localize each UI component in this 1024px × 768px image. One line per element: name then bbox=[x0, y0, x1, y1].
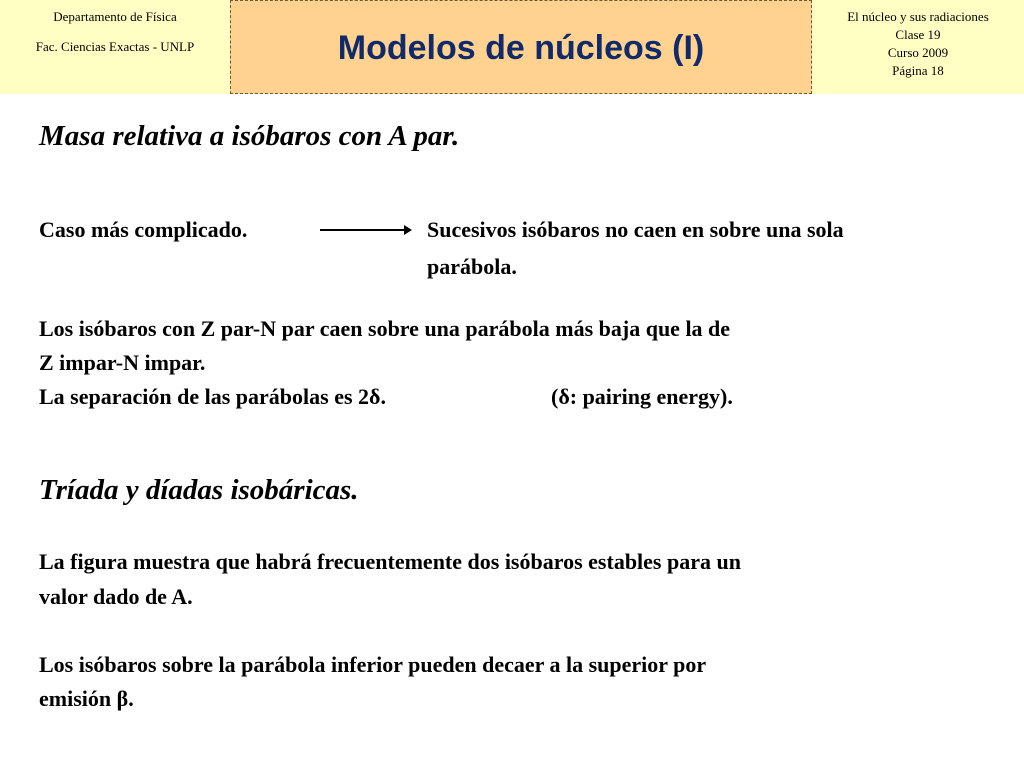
course-year: Curso 2009 bbox=[887, 45, 949, 60]
slide-title: Modelos de núcleos (I) bbox=[337, 28, 705, 67]
isobars-paragraph-line1: Los isóbaros con Z par-N par caen sobre una parábola más baja que la de bbox=[39, 316, 731, 341]
triad-paragraph-line1: La figura muestra que habrá frecuentemente dos isóbaros estables para un bbox=[39, 549, 741, 574]
class-number: Clase 19 bbox=[895, 27, 941, 42]
case-label: Caso más complicado. bbox=[39, 217, 248, 242]
separation-text: La separación de las parábolas es 2δ. bbox=[39, 384, 386, 409]
decay-paragraph-line1: Los isóbaros sobre la parábola inferior pueden decaer a la superior por bbox=[39, 652, 707, 677]
header-right-panel bbox=[812, 0, 1024, 94]
section1-heading: Masa relativa a isóbaros con A par. bbox=[39, 120, 460, 152]
pairing-energy-note: (δ: pairing energy). bbox=[551, 384, 733, 409]
right-arrow-icon bbox=[320, 223, 412, 237]
case-consequence-line2: parábola. bbox=[427, 254, 517, 279]
case-consequence-line1: Sucesivos isóbaros no caen en sobre una sola bbox=[427, 217, 844, 242]
section2-heading: Tríada y díadas isobáricas. bbox=[39, 474, 359, 506]
header-left-panel bbox=[0, 0, 230, 94]
course-name: El núcleo y sus radiaciones bbox=[847, 9, 989, 24]
page-number: Página 18 bbox=[892, 63, 944, 78]
triad-paragraph-line2: valor dado de A. bbox=[39, 584, 193, 609]
title-panel bbox=[230, 0, 812, 94]
decay-paragraph-line2: emisión β. bbox=[39, 686, 134, 711]
faculty-label: Fac. Ciencias Exactas - UNLP bbox=[35, 39, 195, 54]
isobars-paragraph-line2: Z impar-N impar. bbox=[39, 350, 206, 375]
department-label: Departamento de Física bbox=[53, 9, 177, 24]
